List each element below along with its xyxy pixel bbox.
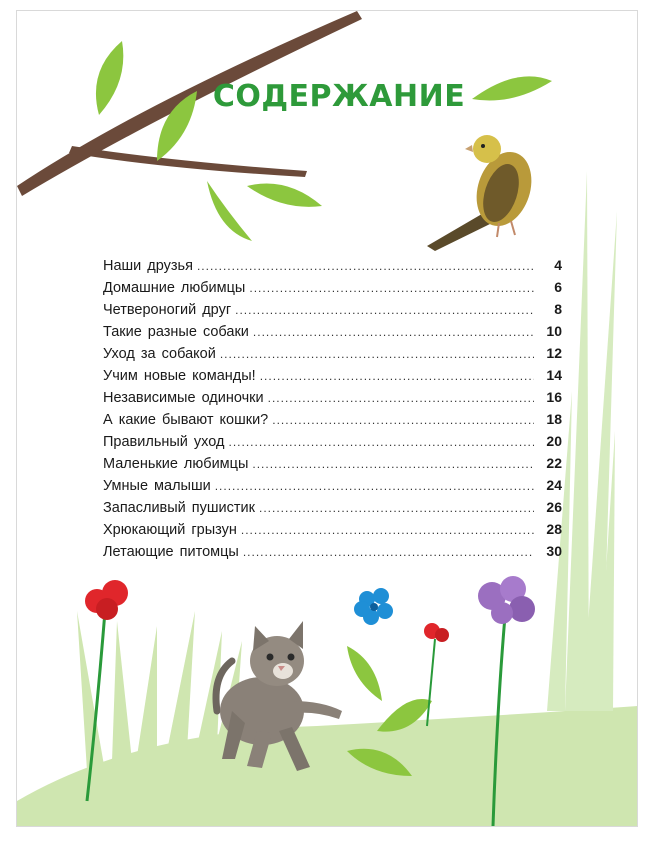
blue-flower bbox=[354, 588, 393, 625]
dot-leader bbox=[259, 501, 534, 515]
toc-entry-title: Наши друзья bbox=[103, 258, 193, 274]
toc-entry-page: 6 bbox=[554, 279, 562, 295]
dot-leader bbox=[228, 435, 534, 449]
toc-entry-title: А какие бывают кошки? bbox=[103, 412, 269, 428]
toc-entry[interactable] bbox=[103, 477, 562, 499]
page-title: СОДЕРЖАНИЕ bbox=[212, 79, 466, 114]
toc-entry[interactable] bbox=[103, 323, 562, 345]
toc-entry[interactable] bbox=[103, 257, 562, 279]
toc-entry-title: Уход за собакой bbox=[103, 346, 216, 362]
toc-entry[interactable] bbox=[103, 301, 562, 323]
toc-entry-page: 28 bbox=[546, 521, 562, 537]
toc-entry-page: 20 bbox=[546, 433, 562, 449]
toc-entry-title: Домашние любимцы bbox=[103, 280, 246, 296]
dot-leader bbox=[243, 545, 534, 559]
toc-entry[interactable] bbox=[103, 543, 562, 565]
contents-page bbox=[16, 10, 638, 827]
toc-entry-title: Учим новые команды! bbox=[103, 368, 256, 384]
toc-entry-title: Запасливый пушистик bbox=[103, 500, 255, 516]
dot-leader bbox=[235, 303, 534, 317]
toc-entry-page: 18 bbox=[546, 411, 562, 427]
toc-entry[interactable] bbox=[103, 433, 562, 455]
dot-leader bbox=[253, 325, 534, 339]
toc-entry-page: 16 bbox=[546, 389, 562, 405]
dot-leader bbox=[249, 281, 534, 295]
toc-entry-page: 8 bbox=[554, 301, 562, 317]
canary-bird bbox=[427, 135, 540, 251]
toc-entry-page: 12 bbox=[546, 345, 562, 361]
toc-entry-page: 10 bbox=[546, 323, 562, 339]
toc-entry-title: Маленькие любимцы bbox=[103, 456, 249, 472]
toc-entry[interactable] bbox=[103, 367, 562, 389]
dot-leader bbox=[272, 413, 534, 427]
toc-entry[interactable] bbox=[103, 279, 562, 301]
toc-entry-page: 22 bbox=[546, 455, 562, 471]
dot-leader bbox=[220, 347, 534, 361]
dot-leader bbox=[252, 457, 534, 471]
toc-entry-title: Летающие питомцы bbox=[103, 544, 239, 560]
dot-leader bbox=[241, 523, 534, 537]
grass-ground bbox=[17, 706, 637, 826]
toc-entry-title: Хрюкающий грызун bbox=[103, 522, 237, 538]
toc-entry-title: Четвероногий друг bbox=[103, 302, 232, 318]
toc-entry-title: Умные малыши bbox=[103, 478, 211, 494]
toc-entry[interactable] bbox=[103, 389, 562, 411]
toc-entry[interactable] bbox=[103, 455, 562, 477]
toc-entry[interactable] bbox=[103, 521, 562, 543]
toc-entry-page: 26 bbox=[546, 499, 562, 515]
toc-entry-title: Правильный уход bbox=[103, 434, 225, 450]
dot-leader bbox=[215, 479, 534, 493]
toc-entry[interactable] bbox=[103, 345, 562, 367]
toc-entry-page: 14 bbox=[546, 367, 562, 383]
dot-leader bbox=[197, 259, 534, 273]
toc-entry-title: Независимые одиночки bbox=[103, 390, 264, 406]
toc-entry-page: 4 bbox=[554, 257, 562, 273]
toc-entry[interactable] bbox=[103, 411, 562, 433]
toc-entry[interactable] bbox=[103, 499, 562, 521]
small-red-flower bbox=[424, 623, 449, 726]
dot-leader bbox=[260, 369, 534, 383]
toc-entry-page: 24 bbox=[546, 477, 562, 493]
toc-entry-title: Такие разные собаки bbox=[103, 324, 249, 340]
dot-leader bbox=[268, 391, 534, 405]
toc-entry-page: 30 bbox=[546, 543, 562, 559]
table-of-contents bbox=[103, 257, 562, 565]
